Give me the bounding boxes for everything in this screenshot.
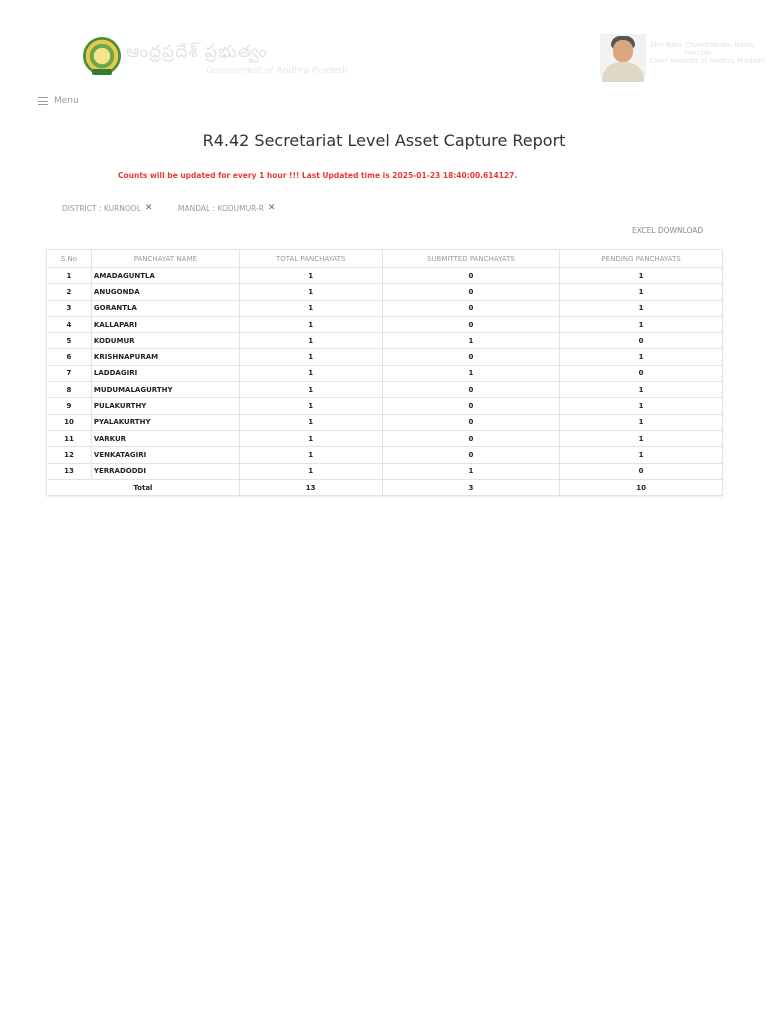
chief-minister-photo: [600, 34, 646, 77]
cell-total: 1: [239, 430, 382, 446]
menu-toggle[interactable]: [38, 96, 79, 106]
cell-submitted: 0: [382, 447, 560, 463]
page-title: R4.42 Secretariat Level Asset Capture Report: [202, 131, 566, 150]
cell-sno: 3: [47, 300, 92, 316]
col-sno[interactable]: S.No: [47, 250, 92, 268]
cell-total: 1: [239, 382, 382, 398]
cell-submitted: 0: [382, 414, 560, 430]
cm-honorific: Hon'ble: [684, 49, 712, 57]
cell-sno: 10: [47, 414, 92, 430]
table-row: [47, 333, 723, 349]
close-icon[interactable]: ✕: [144, 203, 153, 213]
cell-submitted: 0: [382, 398, 560, 414]
cell-pending: 1: [560, 382, 723, 398]
cell-submitted: 0: [382, 382, 560, 398]
cell-pending: 1: [560, 284, 723, 300]
report-table: [46, 249, 723, 496]
table-row: [47, 447, 723, 463]
filter-mandal-label: MANDAL : KODUMUR-R: [178, 203, 264, 213]
cell-sno: 12: [47, 447, 92, 463]
cell-sno: 4: [47, 316, 92, 332]
cell-sno: 11: [47, 430, 92, 446]
emblem-ribbon: [92, 69, 112, 75]
cell-pending: 1: [560, 447, 723, 463]
cell-total: 1: [239, 284, 382, 300]
cell-panchayat-name: GORANTLA: [91, 300, 239, 316]
cell-pending: 1: [560, 300, 723, 316]
table-row: [47, 463, 723, 479]
cell-submitted: 1: [382, 333, 560, 349]
cell-pending: 1: [560, 316, 723, 332]
total-label: Total: [47, 479, 240, 495]
filter-chip-district: [62, 203, 152, 213]
cell-sno: 13: [47, 463, 92, 479]
cell-pending: 1: [560, 414, 723, 430]
cell-submitted: 0: [382, 284, 560, 300]
cell-panchayat-name: AMADAGUNTLA: [91, 268, 239, 284]
col-submitted-panchayats[interactable]: SUBMITTED PANCHAYATS: [382, 250, 560, 268]
col-panchayat-name[interactable]: PANCHAYAT NAME: [91, 250, 239, 268]
site-title: [126, 42, 348, 76]
col-total-panchayats[interactable]: TOTAL PANCHAYATS: [239, 250, 382, 268]
total-panchayats-sum: 13: [239, 479, 382, 495]
cell-panchayat-name: VARKUR: [91, 430, 239, 446]
cell-total: 1: [239, 333, 382, 349]
menu-label[interactable]: Menu: [54, 96, 79, 106]
cell-panchayat-name: KALLAPARI: [91, 316, 239, 332]
cell-submitted: 0: [382, 430, 560, 446]
cell-total: 1: [239, 447, 382, 463]
cell-panchayat-name: YERRADODDI: [91, 463, 239, 479]
table-row: [47, 382, 723, 398]
table-total-row: [47, 479, 723, 495]
update-notice: Counts will be updated for every 1 hour !!! Last Updated time is 2025-01-23 18:40:00.614127.: [118, 171, 518, 180]
cell-panchayat-name: PULAKURTHY: [91, 398, 239, 414]
hamburger-icon[interactable]: [38, 97, 48, 105]
cell-submitted: 0: [382, 300, 560, 316]
cell-panchayat-name: KRISHNAPURAM: [91, 349, 239, 365]
total-pending-sum: 10: [560, 479, 723, 495]
cell-pending: 0: [560, 463, 723, 479]
cell-submitted: 0: [382, 349, 560, 365]
cell-pending: 1: [560, 268, 723, 284]
cell-submitted: 1: [382, 463, 560, 479]
table-row: [47, 398, 723, 414]
excel-download-button[interactable]: EXCEL DOWNLOAD: [632, 226, 704, 235]
table-row: [47, 414, 723, 430]
site-title-text: ఆంధ్రప్రదేశ్ ప్రభుత్వం: [126, 42, 268, 62]
cell-total: 1: [239, 463, 382, 479]
chief-minister-caption: [650, 41, 766, 73]
filter-district-label: DISTRICT : KURNOOL: [62, 203, 141, 213]
cell-sno: 1: [47, 268, 92, 284]
cell-sno: 5: [47, 333, 92, 349]
table-header-row: [47, 250, 723, 268]
table-row: [47, 430, 723, 446]
cell-panchayat-name: ANUGONDA: [91, 284, 239, 300]
table-row: [47, 365, 723, 381]
cell-submitted: 1: [382, 365, 560, 381]
table-row: [47, 349, 723, 365]
cm-designation: Chief Minister of Andhra Pradesh: [650, 57, 766, 65]
cell-total: 1: [239, 349, 382, 365]
cell-total: 1: [239, 300, 382, 316]
cell-panchayat-name: VENKATAGIRI: [91, 447, 239, 463]
cell-panchayat-name: MUDUMALAGURTHY: [91, 382, 239, 398]
cell-panchayat-name: PYALAKURTHY: [91, 414, 239, 430]
table-row: [47, 284, 723, 300]
cell-total: 1: [239, 398, 382, 414]
cell-pending: 1: [560, 398, 723, 414]
cell-sno: 6: [47, 349, 92, 365]
site-subtitle-text: Government of Andhra Pradesh: [205, 66, 348, 76]
col-pending-panchayats[interactable]: PENDING PANCHAYATS: [560, 250, 723, 268]
filter-chip-mandal: [178, 203, 275, 213]
cell-submitted: 0: [382, 268, 560, 284]
table-row: [47, 300, 723, 316]
cell-sno: 7: [47, 365, 92, 381]
cell-total: 1: [239, 365, 382, 381]
cell-total: 1: [239, 316, 382, 332]
cell-sno: 2: [47, 284, 92, 300]
cm-name: Shri Nara Chandrababu Naidu: [650, 41, 755, 49]
cell-pending: 1: [560, 349, 723, 365]
cell-panchayat-name: LADDAGIRI: [91, 365, 239, 381]
cell-pending: 0: [560, 365, 723, 381]
cell-total: 1: [239, 414, 382, 430]
cell-pending: 1: [560, 430, 723, 446]
table-row: [47, 268, 723, 284]
cell-pending: 0: [560, 333, 723, 349]
page-header: [0, 0, 768, 90]
cell-sno: 9: [47, 398, 92, 414]
cell-total: 1: [239, 268, 382, 284]
table-row: [47, 316, 723, 332]
cell-panchayat-name: KODUMUR: [91, 333, 239, 349]
cell-sno: 8: [47, 382, 92, 398]
close-icon[interactable]: ✕: [267, 203, 276, 213]
total-submitted-sum: 3: [382, 479, 560, 495]
cell-submitted: 0: [382, 316, 560, 332]
